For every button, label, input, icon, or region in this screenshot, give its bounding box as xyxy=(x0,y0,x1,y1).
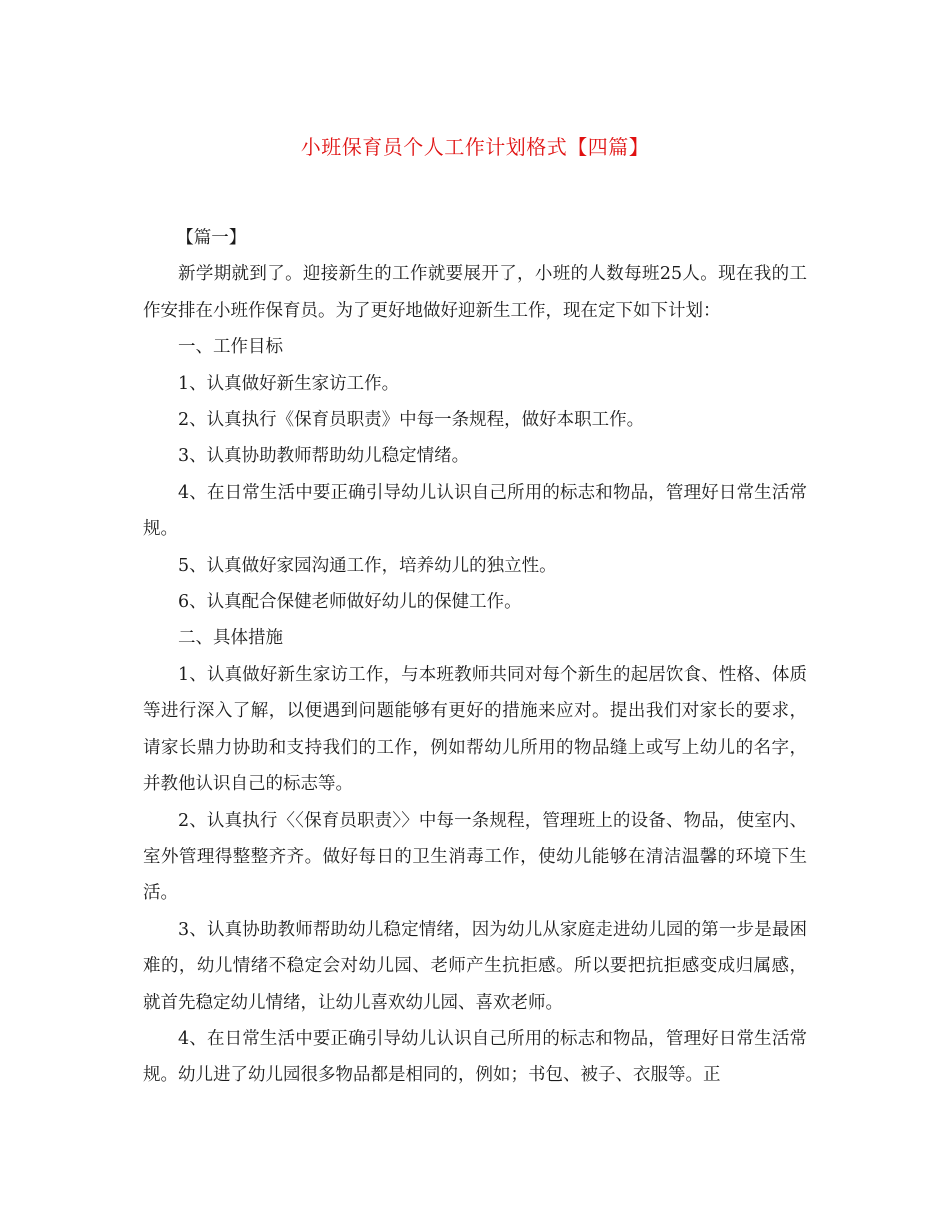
goal-item-5: 5、认真做好家园沟通工作，培养幼儿的独立性。 xyxy=(178,555,557,576)
goal-item-2: 2、认真执行《保育员职责》中每一条规程，做好本职工作。 xyxy=(178,410,645,431)
measure-item-2: 2、认真执行〈〈保育员职责〉〉中每一条规程，管理班上的设备、物品，使室内、室外管理得整整齐齐。做好每日的卫生消毒工作，使幼儿能够在清洁温馨的环境下生活。 xyxy=(143,810,807,904)
measure-item-4: 4、在日常生活中要正确引导幼儿认识自己所用的标志和物品，管理好日常生活常规。幼儿进了幼儿园很多物品都是相同的，例如；书包、被子、衣服等。正 xyxy=(143,1028,807,1086)
document-title: 小班保育员个人工作计划格式【四篇】 xyxy=(300,135,650,159)
measure-item-1: 1、认真做好新生家访工作，与本班教师共同对每个新生的起居饮食、性格、体质等进行深入了解，以便遇到问题能够有更好的措施来应对。提出我们对家长的要求，请家长鼎力协助和支持我们的工作，例如帮幼儿所用的物品缝上或写上幼儿的名字，并教他认识自己的标志等。 xyxy=(143,664,807,795)
heading-work-goals: 一、工作目标 xyxy=(178,337,283,358)
intro-paragraph: 新学期就到了。迎接新生的工作就要展开了，小班的人数每班25人。现在我的工作安排在小班作保育员。为了更好地做好迎新生工作，现在定下如下计划： xyxy=(143,264,807,321)
goal-item-4: 4、在日常生活中要正确引导幼儿认识自己所用的标志和物品，管理好日常生活常规。 xyxy=(143,482,807,540)
goal-item-6: 6、认真配合保健老师做好幼儿的保健工作。 xyxy=(178,592,522,613)
document-body xyxy=(143,220,807,1094)
goal-item-3: 3、认真协助教师帮助幼儿稳定情绪。 xyxy=(178,446,470,467)
measure-item-3: 3、认真协助教师帮助幼儿稳定情绪，因为幼儿从家庭走进幼儿园的第一步是最困难的，幼儿情绪不稳定会对幼儿园、老师产生抗拒感。所以要把抗拒感变成归属感，就首先稳定幼儿情绪，让幼儿喜欢幼儿园、喜欢老师。 xyxy=(143,919,807,1013)
goal-item-1: 1、认真做好新生家访工作。 xyxy=(178,373,400,394)
section-heading-part-one: 【篇一】 xyxy=(176,228,247,248)
heading-specific-measures: 二、具体措施 xyxy=(178,628,283,649)
